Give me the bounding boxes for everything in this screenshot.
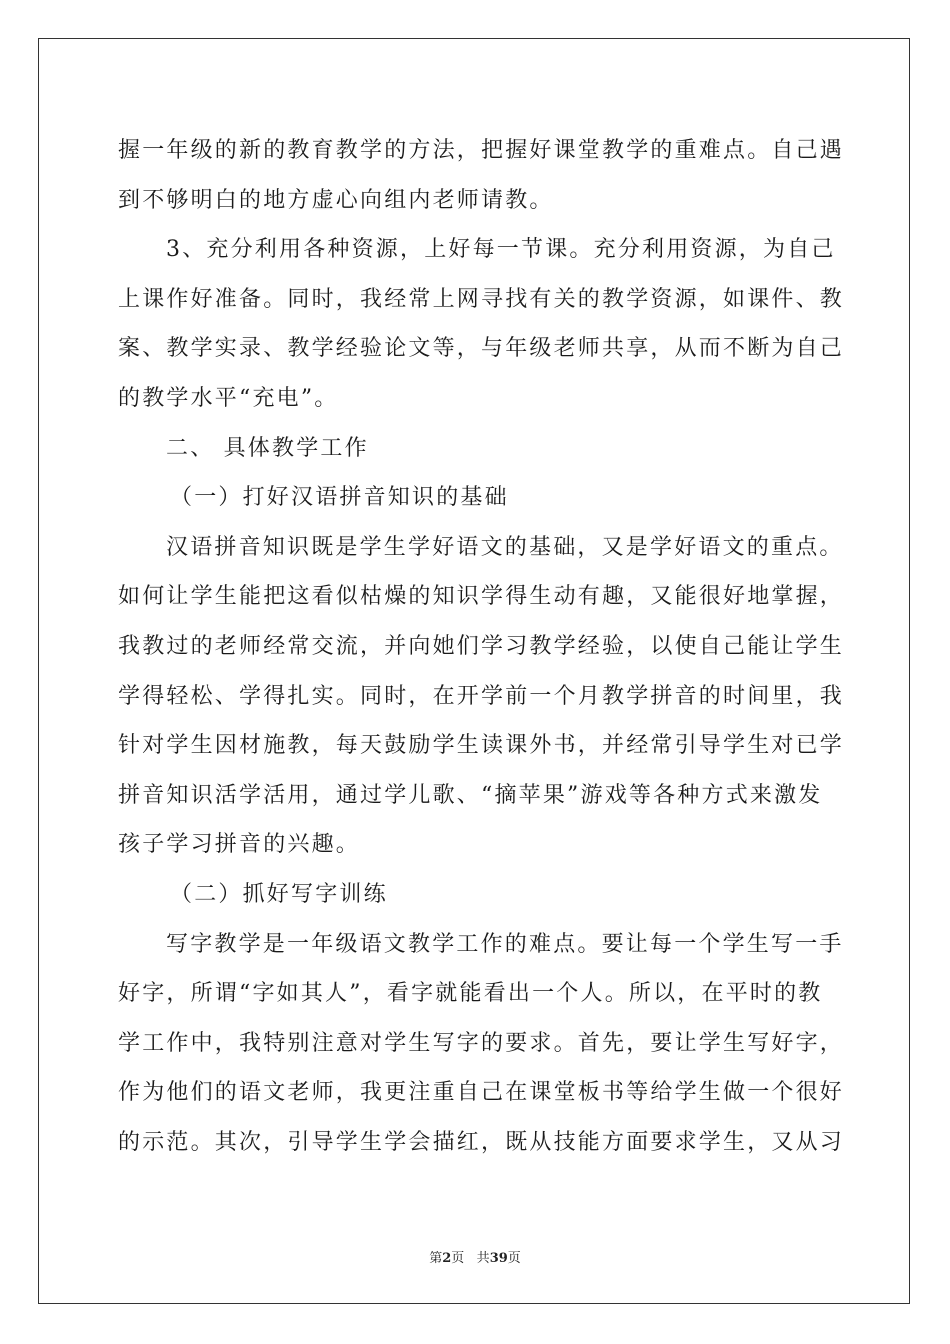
- text-line: 握一年级的新的教育教学的方法，把握好课堂教学的重难点。自己遇: [118, 138, 845, 163]
- page-suffix: 页: [451, 1251, 465, 1266]
- document-body: [118, 126, 845, 1167]
- current-page-number: 2: [442, 1251, 452, 1266]
- text-line: 的教学水平“充电”。: [118, 385, 339, 411]
- text-line: 孩子学习拼音的兴趣。: [118, 832, 361, 858]
- text-line: 的示范。其次，引导学生学会描红，既从技能方面要求学生，又从习: [118, 1129, 845, 1155]
- total-suffix: 页: [507, 1251, 521, 1266]
- section-heading: 二、 具体教学工作: [166, 435, 369, 461]
- text-line: 如何让学生能把这看似枯燥的知识学得生动有趣，又能很好地掌握，: [118, 584, 845, 610]
- text-line: 学得轻松、学得扎实。同时，在开学前一个月教学拼音的时间里，我: [118, 683, 845, 709]
- subsection-heading: （一）打好汉语拼音知识的基础: [170, 485, 509, 511]
- text-line: 好字，所谓“字如其人”，看字就能看出一个人。所以，在平时的教: [118, 981, 823, 1007]
- page-footer: [0, 1247, 950, 1266]
- page-prefix: 第: [429, 1251, 443, 1266]
- text-line: 我教过的老师经常交流，并向她们学习教学经验，以使自己能让学生: [118, 633, 845, 659]
- text-line: 3、充分利用各种资源，上好每一节课。充分利用资源，为自己: [166, 237, 836, 263]
- text-line: 汉语拼音知识既是学生学好语文的基础，又是学好语文的重点。: [166, 534, 844, 560]
- text-line: 拼音知识活学活用，通过学儿歌、“摘苹果”游戏等各种方式来激发: [118, 782, 823, 808]
- text-line: 学工作中，我特别注意对学生写字的要求。首先，要让学生写好字，: [118, 1030, 845, 1056]
- text-line: 作为他们的语文老师，我更注重自己在课堂板书等给学生做一个很好: [118, 1080, 845, 1106]
- subsection-heading: （二）抓好写字训练: [170, 881, 388, 907]
- text-line: 上课作好准备。同时，我经常上网寻找有关的教学资源，如课件、教: [118, 286, 845, 312]
- text-line: 写字教学是一年级语文教学工作的难点。要让每一个学生写一手: [166, 931, 844, 957]
- text-line: 案、教学实录、教学经验论文等，与年级老师共享，从而不断为自己: [118, 336, 845, 362]
- total-page-count: 39: [489, 1251, 508, 1266]
- text-line: 针对学生因材施教，每天鼓励学生读课外书，并经常引导学生对已学: [118, 733, 845, 759]
- total-prefix: 共: [476, 1251, 490, 1266]
- text-line: 到不够明白的地方虚心向组内老师请教。: [118, 187, 554, 213]
